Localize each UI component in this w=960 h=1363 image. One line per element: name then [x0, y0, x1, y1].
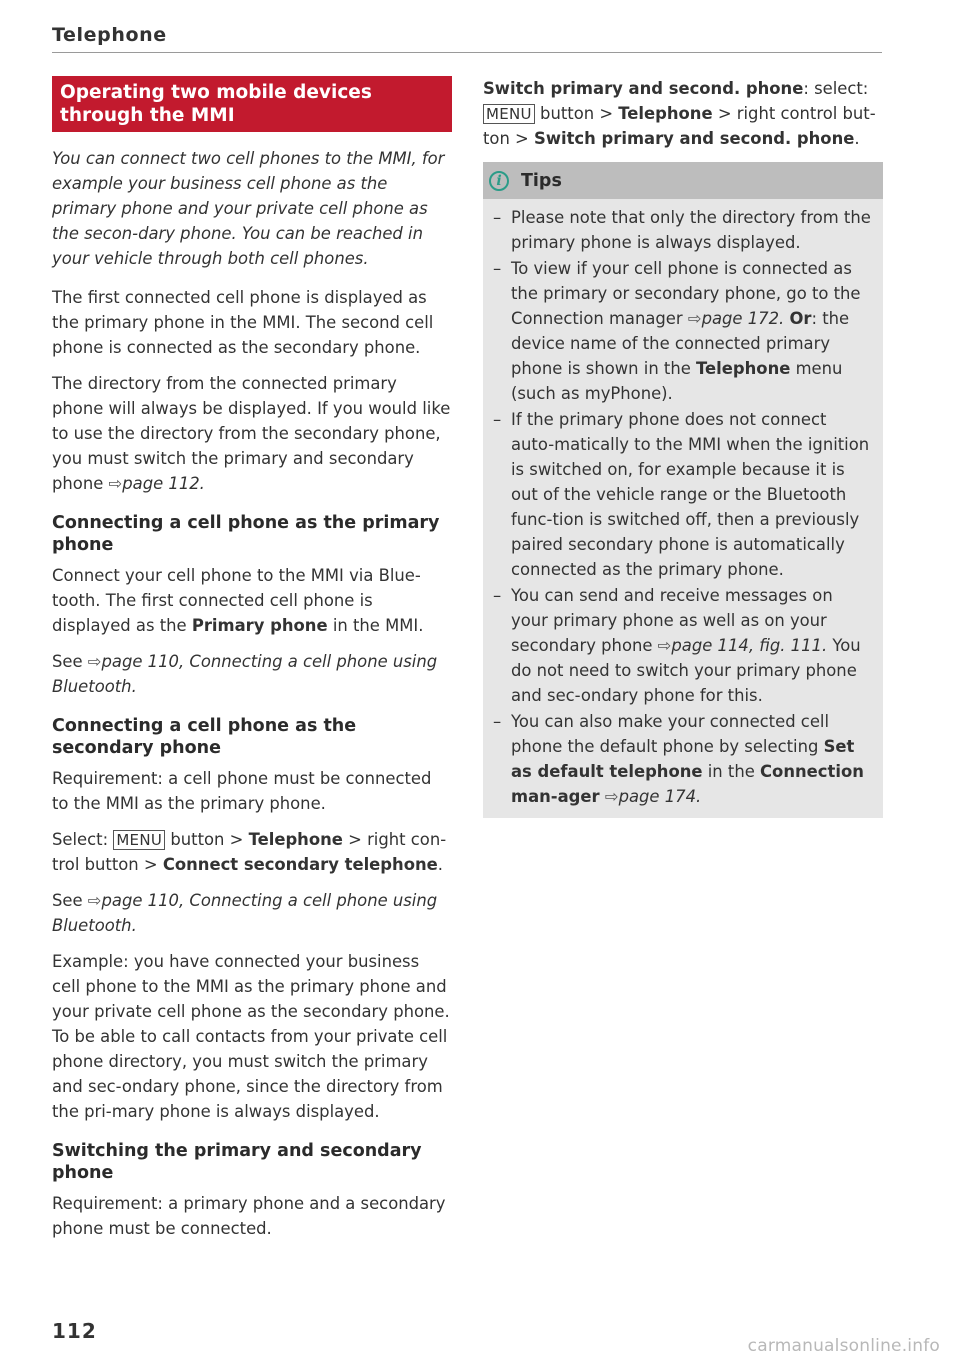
watermark: carmanualsonline.info: [747, 1336, 940, 1356]
ref-arrow-icon: ⇨: [87, 652, 102, 671]
left-column: [52, 76, 452, 1252]
tips-title: Tips: [521, 170, 562, 191]
tip-item: – You can send and receive messages on your primary phone as well as on your secondary phone ⇨page 114, fig. 111. You do not need to switch your primary phone and sec-ondary phone for this.: [493, 583, 873, 708]
page-number: 112: [52, 1319, 97, 1343]
header-rule: [52, 52, 882, 53]
tips-box: [483, 162, 883, 818]
paragraph-directory: The directory from the connected primary phone will always be displayed. If you would like to use the directory from the secondary phone, you must switch the primary and secondary phone ⇨page 112.: [52, 374, 451, 493]
paragraph-switch-path: Switch primary and second. phone: select: MENU button > Telephone > right control but-ton > Switch primary and second. phone.: [483, 79, 876, 148]
page-link[interactable]: page 110, Connecting a cell phone using Bluetooth.: [52, 891, 438, 935]
ref-arrow-icon: ⇨: [87, 891, 102, 910]
tip-item: – If the primary phone does not connect auto-matically to the MMI when the ignition is switched on, for example because it is out of the vehicle range or the Bluetooth func-tion is switched off, then a previously paired secondary phone is automatically connected as the primary phone.: [493, 407, 873, 582]
paragraph-requirement-secondary: Requirement: a cell phone must be connected to the MMI as the primary phone.: [52, 769, 432, 813]
page-link[interactable]: page 112.: [122, 474, 205, 493]
right-column: [483, 76, 883, 818]
ref-arrow-icon: ⇨: [657, 636, 672, 655]
heading-switching: Switching the primary and secondary phone: [52, 1141, 422, 1183]
paragraph-select-path: Select: MENU button > Telephone > right con-trol button > Connect secondary telephone.: [52, 830, 447, 874]
intro-paragraph: You can connect two cell phones to the MMI, for example your business cell phone as the primary phone and your private cell phone as the secon-dary phone. You can be reached in your vehicle through both cell phones.: [52, 149, 445, 268]
tip-item: – To view if your cell phone is connected as the primary or secondary phone, go to the Connection manager ⇨page 172. Or: the device name of the connected primary phone is shown in the Telephone menu (such as myPhone).: [493, 256, 873, 406]
see-reference-1: See ⇨page 110, Connecting a cell phone using Bluetooth.: [52, 652, 438, 696]
tips-list: [483, 205, 883, 809]
heading-connect-primary: Connecting a cell phone as the primary phone: [52, 513, 440, 555]
page-header-title: Telephone: [52, 24, 167, 46]
ref-arrow-icon: ⇨: [604, 787, 619, 806]
tips-header: [483, 162, 883, 199]
paragraph-requirement-switch: Requirement: a primary phone and a secondary phone must be connected.: [52, 1194, 446, 1238]
info-icon: i: [489, 171, 509, 191]
tip-item: – Please note that only the directory from the primary phone is always displayed.: [493, 205, 873, 255]
paragraph-example: Example: you have connected your business cell phone to the MMI as the primary phone and your private cell phone as the secondary phone. To be able to call contacts from your private cell phone directory, you must switch the primary and sec-ondary phone, since the directory from the pri-mary phone is always displayed.: [52, 952, 450, 1121]
menu-key: MENU: [483, 104, 535, 124]
page-link[interactable]: page 174.: [618, 787, 702, 806]
ref-arrow-icon: ⇨: [687, 309, 702, 328]
tip-item: – You can also make your connected cell phone the default phone by selecting Set as default telephone in the Connection man-ager ⇨page 174.: [493, 709, 873, 809]
page-link[interactable]: page 114, fig. 111.: [671, 636, 828, 655]
see-reference-2: See ⇨page 110, Connecting a cell phone using Bluetooth.: [52, 891, 438, 935]
menu-key: MENU: [113, 830, 165, 850]
page-link[interactable]: page 110, Connecting a cell phone using Bluetooth.: [52, 652, 438, 696]
heading-connect-secondary: Connecting a cell phone as the secondary phone: [52, 716, 357, 758]
paragraph-primary-display: The first connected cell phone is displayed as the primary phone in the MMI. The second cell phone is connected as the secondary phone.: [52, 288, 434, 357]
paragraph-connect-primary: Connect your cell phone to the MMI via Blue-tooth. The first connected cell phone is displayed as the Primary phone in the MMI.: [52, 566, 424, 635]
page-link[interactable]: page 172.: [701, 309, 785, 328]
section-banner: Operating two mobile devices through the MMI: [52, 76, 452, 132]
ref-arrow-icon: ⇨: [108, 474, 123, 493]
